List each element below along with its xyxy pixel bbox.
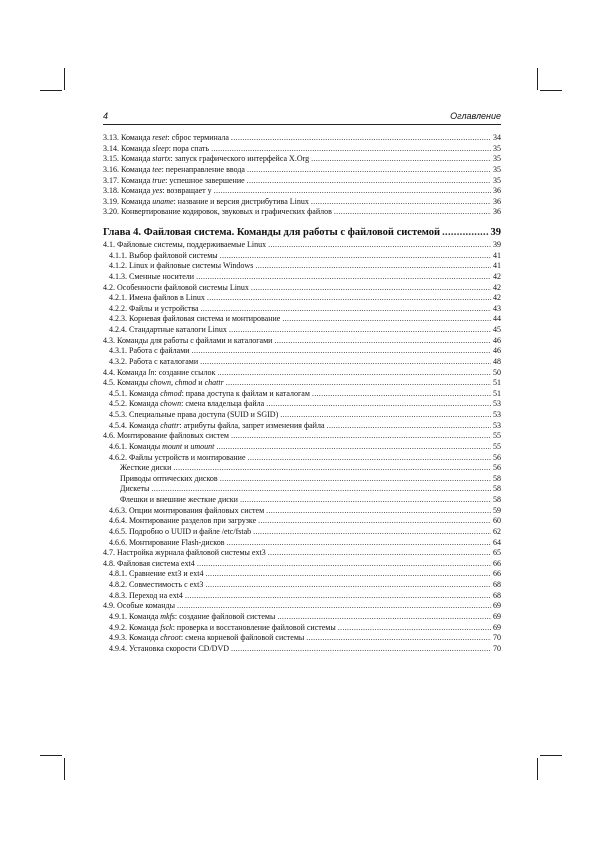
toc-text: : название и версия дистрибутива Linux bbox=[173, 196, 309, 206]
toc-entry-title bbox=[103, 186, 212, 197]
toc-text: 4.9.2. Команда bbox=[109, 622, 161, 632]
dot-leader bbox=[280, 410, 491, 421]
toc-page-number: 46 bbox=[493, 346, 501, 356]
toc-text: : смена владельца файла bbox=[181, 399, 265, 409]
crop-mark bbox=[40, 755, 62, 756]
toc-page-number: 41 bbox=[493, 261, 501, 271]
dot-leader bbox=[185, 591, 491, 602]
toc-entry[interactable] bbox=[103, 240, 501, 251]
dot-leader bbox=[255, 261, 491, 272]
toc-text: 3.19. Команда bbox=[103, 196, 153, 206]
toc-text: : проверка и восстановление файловой системы bbox=[172, 622, 336, 632]
toc-entry-title bbox=[103, 378, 224, 389]
toc-text: 4.3.1. Работа с файлами bbox=[109, 346, 190, 356]
toc-text: Приводы оптических дисков bbox=[120, 473, 218, 483]
dot-leader bbox=[216, 442, 491, 453]
page-number: 4 bbox=[103, 111, 109, 121]
toc-text: 4.9. Особые команды bbox=[103, 601, 175, 611]
toc-text: 3.20. Конвертирование кодировок, звуковых и графических файлов bbox=[103, 207, 332, 217]
toc-entry[interactable] bbox=[103, 325, 501, 336]
crop-mark bbox=[40, 90, 62, 91]
dot-leader bbox=[192, 346, 491, 357]
toc-entry[interactable] bbox=[103, 644, 501, 655]
dot-leader bbox=[205, 569, 491, 580]
toc-chapter-entry[interactable] bbox=[103, 226, 501, 240]
toc-page-number: 35 bbox=[493, 164, 501, 174]
toc-entry-title bbox=[109, 251, 218, 262]
toc-page-number: 53 bbox=[493, 420, 501, 430]
toc-text: : атрибуты файла, запрет изменения файла bbox=[179, 420, 325, 430]
toc-text: Дискеты bbox=[120, 484, 150, 494]
toc-page-number: 58 bbox=[493, 495, 501, 504]
toc-text: : запуск графического интерфейса X.Org bbox=[170, 154, 310, 164]
toc-text: 4.6.1. Команды bbox=[109, 441, 163, 451]
toc-entry-title bbox=[109, 612, 275, 623]
dot-leader bbox=[274, 336, 491, 347]
toc-text: : успешное завершение bbox=[165, 175, 245, 185]
toc-page-number: 48 bbox=[493, 356, 501, 366]
toc-text: , bbox=[170, 378, 175, 388]
running-title: Оглавление bbox=[450, 111, 501, 121]
toc-entry[interactable] bbox=[103, 197, 501, 208]
toc-entry-title bbox=[103, 154, 309, 165]
toc-page-number: 53 bbox=[493, 410, 501, 419]
toc-text: Глава 4. Файловая система. Команды для работы с файловой системой bbox=[103, 227, 441, 238]
toc-entry-title bbox=[109, 644, 229, 655]
toc-text: 4.2.3. Корневая файловая система и монтирование bbox=[109, 314, 281, 324]
toc-page-number: 42 bbox=[493, 293, 501, 303]
toc-entry-title bbox=[103, 133, 229, 144]
dot-leader bbox=[226, 538, 491, 549]
toc-entry[interactable] bbox=[103, 623, 501, 634]
toc-page-number: 51 bbox=[493, 388, 501, 398]
toc-text: 4.2.1. Имена файлов в Linux bbox=[109, 293, 205, 303]
toc-command-name: true bbox=[152, 175, 166, 185]
toc-command-name: ln bbox=[148, 367, 155, 377]
toc-entry-title bbox=[109, 538, 224, 549]
toc-text: 4.1.2. Linux и файловые системы Windows bbox=[109, 261, 254, 271]
toc-page-number: 69 bbox=[493, 611, 501, 621]
toc-entry-title bbox=[109, 591, 183, 602]
toc-page-number: 35 bbox=[493, 175, 501, 185]
toc-page-number: 39 bbox=[493, 240, 501, 249]
toc-text: : права доступа к файлам и каталогам bbox=[181, 388, 310, 398]
dot-leader bbox=[251, 283, 491, 294]
toc-entry-title bbox=[103, 336, 272, 347]
toc-entry[interactable] bbox=[103, 304, 501, 315]
dot-leader bbox=[268, 240, 491, 251]
toc-text: 4.2.4. Стандартные каталоги Linux bbox=[109, 325, 227, 334]
toc-page-number: 46 bbox=[493, 335, 501, 345]
toc-text: 4.6.2. Файлы устройств и монтирование bbox=[109, 452, 246, 462]
dot-leader bbox=[277, 612, 491, 623]
dot-leader bbox=[231, 644, 491, 655]
toc-entry[interactable] bbox=[103, 251, 501, 262]
toc-page-number: 70 bbox=[493, 633, 501, 643]
dot-leader bbox=[311, 197, 491, 208]
toc-text: 4.1.3. Сменные носители bbox=[109, 271, 195, 281]
toc-text: 4.6.5. Подробно о UUID и файле /etc/fstab bbox=[109, 526, 252, 536]
toc-page-number: 55 bbox=[493, 441, 501, 451]
toc-text: 3.14. Команда bbox=[103, 143, 153, 153]
toc-entry[interactable] bbox=[103, 176, 501, 187]
toc-entry[interactable] bbox=[103, 463, 501, 474]
toc-entry-title bbox=[109, 421, 325, 432]
toc-entry-title bbox=[109, 580, 203, 591]
toc-entry[interactable] bbox=[103, 569, 501, 580]
toc-page-number: 62 bbox=[493, 526, 501, 536]
toc-entry[interactable] bbox=[103, 580, 501, 591]
toc-page-number: 56 bbox=[493, 463, 501, 473]
toc-text: 4.6.4. Монтирование разделов при загрузке bbox=[109, 516, 257, 526]
toc-command-name: tee bbox=[152, 164, 162, 174]
dot-leader bbox=[306, 633, 491, 644]
toc-page-number: 58 bbox=[493, 473, 501, 483]
toc-entry-title bbox=[103, 176, 245, 187]
dot-leader bbox=[151, 484, 491, 495]
toc-page-number: 39 bbox=[490, 227, 501, 238]
dot-leader bbox=[201, 304, 492, 315]
dot-leader bbox=[220, 474, 491, 485]
toc-entry[interactable] bbox=[103, 506, 501, 517]
toc-entry[interactable] bbox=[103, 133, 501, 144]
dot-leader bbox=[247, 176, 491, 187]
toc-entry-title bbox=[109, 569, 203, 580]
toc-page-number: 53 bbox=[493, 399, 501, 409]
dot-leader bbox=[226, 378, 491, 389]
toc-command-name: uname bbox=[152, 196, 174, 206]
toc-entry[interactable] bbox=[103, 527, 501, 538]
toc-entry-title bbox=[120, 484, 149, 495]
toc-entry-title bbox=[103, 559, 195, 570]
dot-leader bbox=[312, 389, 491, 400]
toc-entry-title bbox=[109, 623, 336, 634]
header-rule bbox=[103, 124, 501, 125]
toc-page-number: 44 bbox=[493, 314, 501, 324]
toc-entry[interactable] bbox=[103, 431, 501, 442]
toc-command-name: fsck bbox=[160, 622, 173, 632]
toc-entry[interactable] bbox=[103, 399, 501, 410]
toc-entry-title bbox=[109, 389, 310, 400]
toc-command-name: chattr bbox=[204, 378, 224, 388]
toc-text: : создание файловой системы bbox=[174, 611, 276, 621]
toc-entry-title bbox=[109, 272, 194, 283]
dot-leader bbox=[247, 165, 491, 176]
dot-leader bbox=[200, 357, 491, 368]
toc-text: : смена корневой файловой системы bbox=[180, 633, 305, 643]
dot-leader bbox=[442, 226, 488, 240]
toc-page-number: 68 bbox=[493, 580, 501, 589]
toc-entry-title bbox=[120, 463, 171, 474]
toc-entry[interactable] bbox=[103, 389, 501, 400]
toc-page-number: 68 bbox=[493, 590, 501, 600]
toc-entry[interactable] bbox=[103, 154, 501, 165]
toc-entry[interactable] bbox=[103, 612, 501, 623]
table-of-contents bbox=[103, 133, 501, 654]
dot-leader bbox=[231, 431, 491, 442]
toc-page-number: 64 bbox=[493, 537, 501, 547]
toc-entry-title bbox=[103, 368, 215, 379]
dot-leader bbox=[220, 251, 491, 262]
toc-entry-title bbox=[103, 431, 229, 442]
toc-entry[interactable] bbox=[103, 283, 501, 294]
toc-text: 3.17. Команда bbox=[103, 175, 153, 185]
toc-entry-title bbox=[109, 357, 198, 368]
toc-entry-title bbox=[103, 197, 309, 208]
dot-leader bbox=[207, 293, 491, 304]
toc-entry[interactable] bbox=[103, 272, 501, 283]
toc-text: 4.8.2. Совместимость с ext3 bbox=[109, 580, 204, 589]
toc-text: 4.8. Файловая система ext4 bbox=[103, 558, 195, 568]
toc-entry[interactable] bbox=[103, 453, 501, 464]
toc-entry-title bbox=[103, 207, 332, 218]
crop-mark bbox=[540, 755, 562, 756]
toc-text: : сброс терминала bbox=[167, 133, 229, 142]
dot-leader bbox=[311, 154, 491, 165]
toc-text: и bbox=[196, 378, 205, 388]
toc-text: 4.9.4. Установка скорости CD/DVD bbox=[109, 643, 229, 653]
toc-entry[interactable] bbox=[103, 346, 501, 357]
toc-page-number: 45 bbox=[493, 325, 501, 334]
toc-page-number: 70 bbox=[493, 643, 501, 653]
toc-entry[interactable] bbox=[103, 378, 501, 389]
toc-command-name: chown bbox=[160, 399, 182, 409]
toc-entry[interactable] bbox=[103, 357, 501, 368]
toc-entry[interactable] bbox=[103, 421, 501, 432]
toc-text: 4.6. Монтирование файловых систем bbox=[103, 431, 229, 441]
toc-entry[interactable] bbox=[103, 601, 501, 612]
toc-page-number: 58 bbox=[493, 484, 501, 494]
toc-text: 4.5.2. Команда bbox=[109, 399, 161, 409]
toc-page-number: 43 bbox=[493, 303, 501, 313]
dot-leader bbox=[268, 548, 491, 559]
toc-text: 4.5.1. Команда bbox=[109, 388, 161, 398]
toc-text: 4.4. Команда bbox=[103, 367, 149, 377]
toc-text: : пора спать bbox=[168, 143, 210, 153]
toc-text: 4.9.3. Команда bbox=[109, 633, 161, 643]
toc-entry[interactable] bbox=[103, 516, 501, 527]
toc-entry[interactable] bbox=[103, 591, 501, 602]
toc-entry[interactable] bbox=[103, 548, 501, 559]
crop-mark bbox=[540, 90, 562, 91]
toc-entry[interactable] bbox=[103, 633, 501, 644]
toc-text: 4.6.3. Опции монтирования файловых систем bbox=[109, 505, 265, 515]
toc-text: 3.16. Команда bbox=[103, 164, 153, 174]
toc-text: 3.18. Команда bbox=[103, 186, 153, 196]
crop-mark bbox=[537, 758, 538, 780]
dot-leader bbox=[258, 516, 491, 527]
toc-page-number: 56 bbox=[493, 452, 501, 462]
dot-leader bbox=[253, 527, 491, 538]
toc-entry-title bbox=[103, 601, 175, 612]
toc-page-number: 66 bbox=[493, 569, 501, 579]
toc-text: Жесткие диски bbox=[120, 463, 172, 473]
toc-text: 4.3. Команды для работы с файлами и каталогами bbox=[103, 335, 273, 345]
toc-entry-title bbox=[109, 516, 256, 527]
toc-page-number: 35 bbox=[493, 143, 501, 153]
toc-entry[interactable] bbox=[103, 484, 501, 495]
toc-text: : перенаправление ввода bbox=[161, 164, 245, 174]
toc-page-number: 69 bbox=[493, 622, 501, 632]
dot-leader bbox=[266, 399, 491, 410]
toc-command-name: chroot bbox=[160, 633, 181, 643]
dot-leader bbox=[211, 144, 491, 155]
toc-command-name: yes bbox=[152, 186, 163, 196]
toc-command-name: mount bbox=[162, 441, 183, 451]
dot-leader bbox=[205, 580, 491, 591]
toc-entry[interactable] bbox=[103, 144, 501, 155]
toc-page-number: 66 bbox=[493, 558, 501, 568]
toc-page-number: 60 bbox=[493, 516, 501, 526]
dot-leader bbox=[282, 314, 491, 325]
toc-entry-title bbox=[103, 144, 209, 155]
toc-entry[interactable] bbox=[103, 559, 501, 570]
toc-text: 4.2. Особенности файловой системы Linux bbox=[103, 282, 249, 292]
dot-leader bbox=[214, 186, 491, 197]
toc-entry-title bbox=[109, 304, 199, 315]
dot-leader bbox=[229, 325, 491, 336]
toc-page-number: 36 bbox=[493, 196, 501, 206]
toc-entry-title bbox=[109, 453, 246, 464]
toc-entry-title bbox=[109, 506, 264, 517]
dot-leader bbox=[197, 559, 491, 570]
toc-text: : создание ссылок bbox=[154, 367, 216, 377]
dot-leader bbox=[196, 272, 491, 283]
toc-text: 4.7. Настройка журнала файловой системы ext3 bbox=[103, 548, 266, 558]
toc-text: 4.3.2. Работа с каталогами bbox=[109, 356, 199, 366]
toc-page-number: 35 bbox=[493, 154, 501, 164]
toc-text: 4.8.3. Переход на ext4 bbox=[109, 590, 183, 600]
toc-page-number: 36 bbox=[493, 186, 501, 196]
toc-entry[interactable] bbox=[103, 495, 501, 506]
toc-text: Флешки и внешние жесткие диски bbox=[120, 495, 238, 504]
toc-page-number: 50 bbox=[493, 367, 501, 377]
crop-mark bbox=[64, 68, 65, 90]
toc-entry[interactable] bbox=[103, 314, 501, 325]
toc-entry[interactable] bbox=[103, 474, 501, 485]
toc-text: 3.13. Команда bbox=[103, 133, 153, 142]
dot-leader bbox=[240, 495, 491, 506]
dot-leader bbox=[327, 421, 491, 432]
toc-entry-title bbox=[109, 633, 304, 644]
toc-page-number: 34 bbox=[493, 133, 501, 142]
toc-text: 4.5.4. Команда bbox=[109, 420, 161, 430]
toc-text: 3.15. Команда bbox=[103, 154, 153, 164]
toc-entry[interactable] bbox=[103, 410, 501, 421]
toc-command-name: chattr bbox=[160, 420, 180, 430]
dot-leader bbox=[173, 463, 491, 474]
toc-entry[interactable] bbox=[103, 186, 501, 197]
toc-page-number: 69 bbox=[493, 601, 501, 611]
toc-page-number: 42 bbox=[493, 271, 501, 281]
toc-entry-title bbox=[103, 165, 245, 176]
dot-leader bbox=[248, 453, 491, 464]
dot-leader bbox=[338, 623, 491, 634]
toc-entry-title bbox=[120, 474, 218, 485]
toc-entry-title bbox=[109, 346, 190, 357]
toc-page-number: 36 bbox=[493, 207, 501, 217]
toc-text: : возвращает y bbox=[162, 186, 212, 196]
toc-entry-title bbox=[103, 548, 266, 559]
toc-gap bbox=[103, 218, 501, 226]
toc-text: 4.6.6. Монтирование Flash-дисков bbox=[109, 537, 225, 547]
toc-entry-title bbox=[103, 240, 266, 251]
toc-entry-title bbox=[109, 399, 264, 410]
toc-entry[interactable] bbox=[103, 538, 501, 549]
toc-entry-title bbox=[109, 442, 214, 453]
toc-text: 4.5.3. Специальные права доступа (SUID и SGID) bbox=[109, 410, 279, 419]
dot-leader bbox=[334, 207, 491, 218]
toc-entry-title bbox=[109, 410, 278, 421]
toc-entry-title bbox=[109, 293, 205, 304]
toc-command-name: umount bbox=[190, 441, 215, 451]
toc-entry[interactable] bbox=[103, 165, 501, 176]
toc-entry[interactable] bbox=[103, 442, 501, 453]
dot-leader bbox=[266, 506, 491, 517]
toc-entry-title bbox=[109, 527, 251, 538]
toc-entry[interactable] bbox=[103, 261, 501, 272]
toc-page-number: 51 bbox=[493, 378, 501, 388]
toc-command-name: mkfs bbox=[160, 611, 175, 621]
toc-command-name: chown bbox=[150, 378, 171, 388]
toc-command-name: sleep bbox=[152, 143, 169, 153]
toc-command-name: startx bbox=[152, 154, 171, 164]
page-header bbox=[103, 111, 501, 125]
dot-leader bbox=[231, 133, 491, 144]
toc-entry[interactable] bbox=[103, 293, 501, 304]
toc-page-number: 42 bbox=[493, 282, 501, 292]
toc-entry-title bbox=[120, 495, 238, 506]
dot-leader bbox=[217, 368, 491, 379]
dot-leader bbox=[177, 601, 491, 612]
toc-page-number: 59 bbox=[493, 505, 501, 515]
toc-page-number: 41 bbox=[493, 250, 501, 260]
toc-entry[interactable] bbox=[103, 336, 501, 347]
crop-mark bbox=[537, 68, 538, 90]
crop-mark bbox=[64, 758, 65, 780]
toc-entry-title bbox=[109, 325, 227, 336]
toc-text: 4.5. Команды bbox=[103, 378, 151, 388]
toc-command-name: chmod bbox=[160, 388, 182, 398]
toc-entry-title bbox=[109, 261, 253, 272]
toc-text: 4.2.2. Файлы и устройства bbox=[109, 303, 199, 313]
toc-entry[interactable] bbox=[103, 368, 501, 379]
toc-entry-title bbox=[109, 314, 280, 325]
toc-text: 4.8.1. Сравнение ext3 и ext4 bbox=[109, 569, 204, 579]
toc-text: 4.1. Файловые системы, поддерживаемые Linux bbox=[103, 240, 267, 249]
toc-text: и bbox=[182, 441, 191, 451]
toc-command-name: chmod bbox=[174, 378, 197, 388]
toc-entry-title bbox=[103, 283, 249, 294]
toc-text: 4.9.1. Команда bbox=[109, 611, 161, 621]
toc-page-number: 65 bbox=[493, 548, 501, 558]
toc-entry-title bbox=[103, 226, 440, 240]
toc-entry[interactable] bbox=[103, 207, 501, 218]
toc-text: 4.1.1. Выбор файловой системы bbox=[109, 250, 218, 260]
toc-command-name: reset bbox=[152, 133, 168, 142]
toc-page-number: 55 bbox=[493, 431, 501, 441]
